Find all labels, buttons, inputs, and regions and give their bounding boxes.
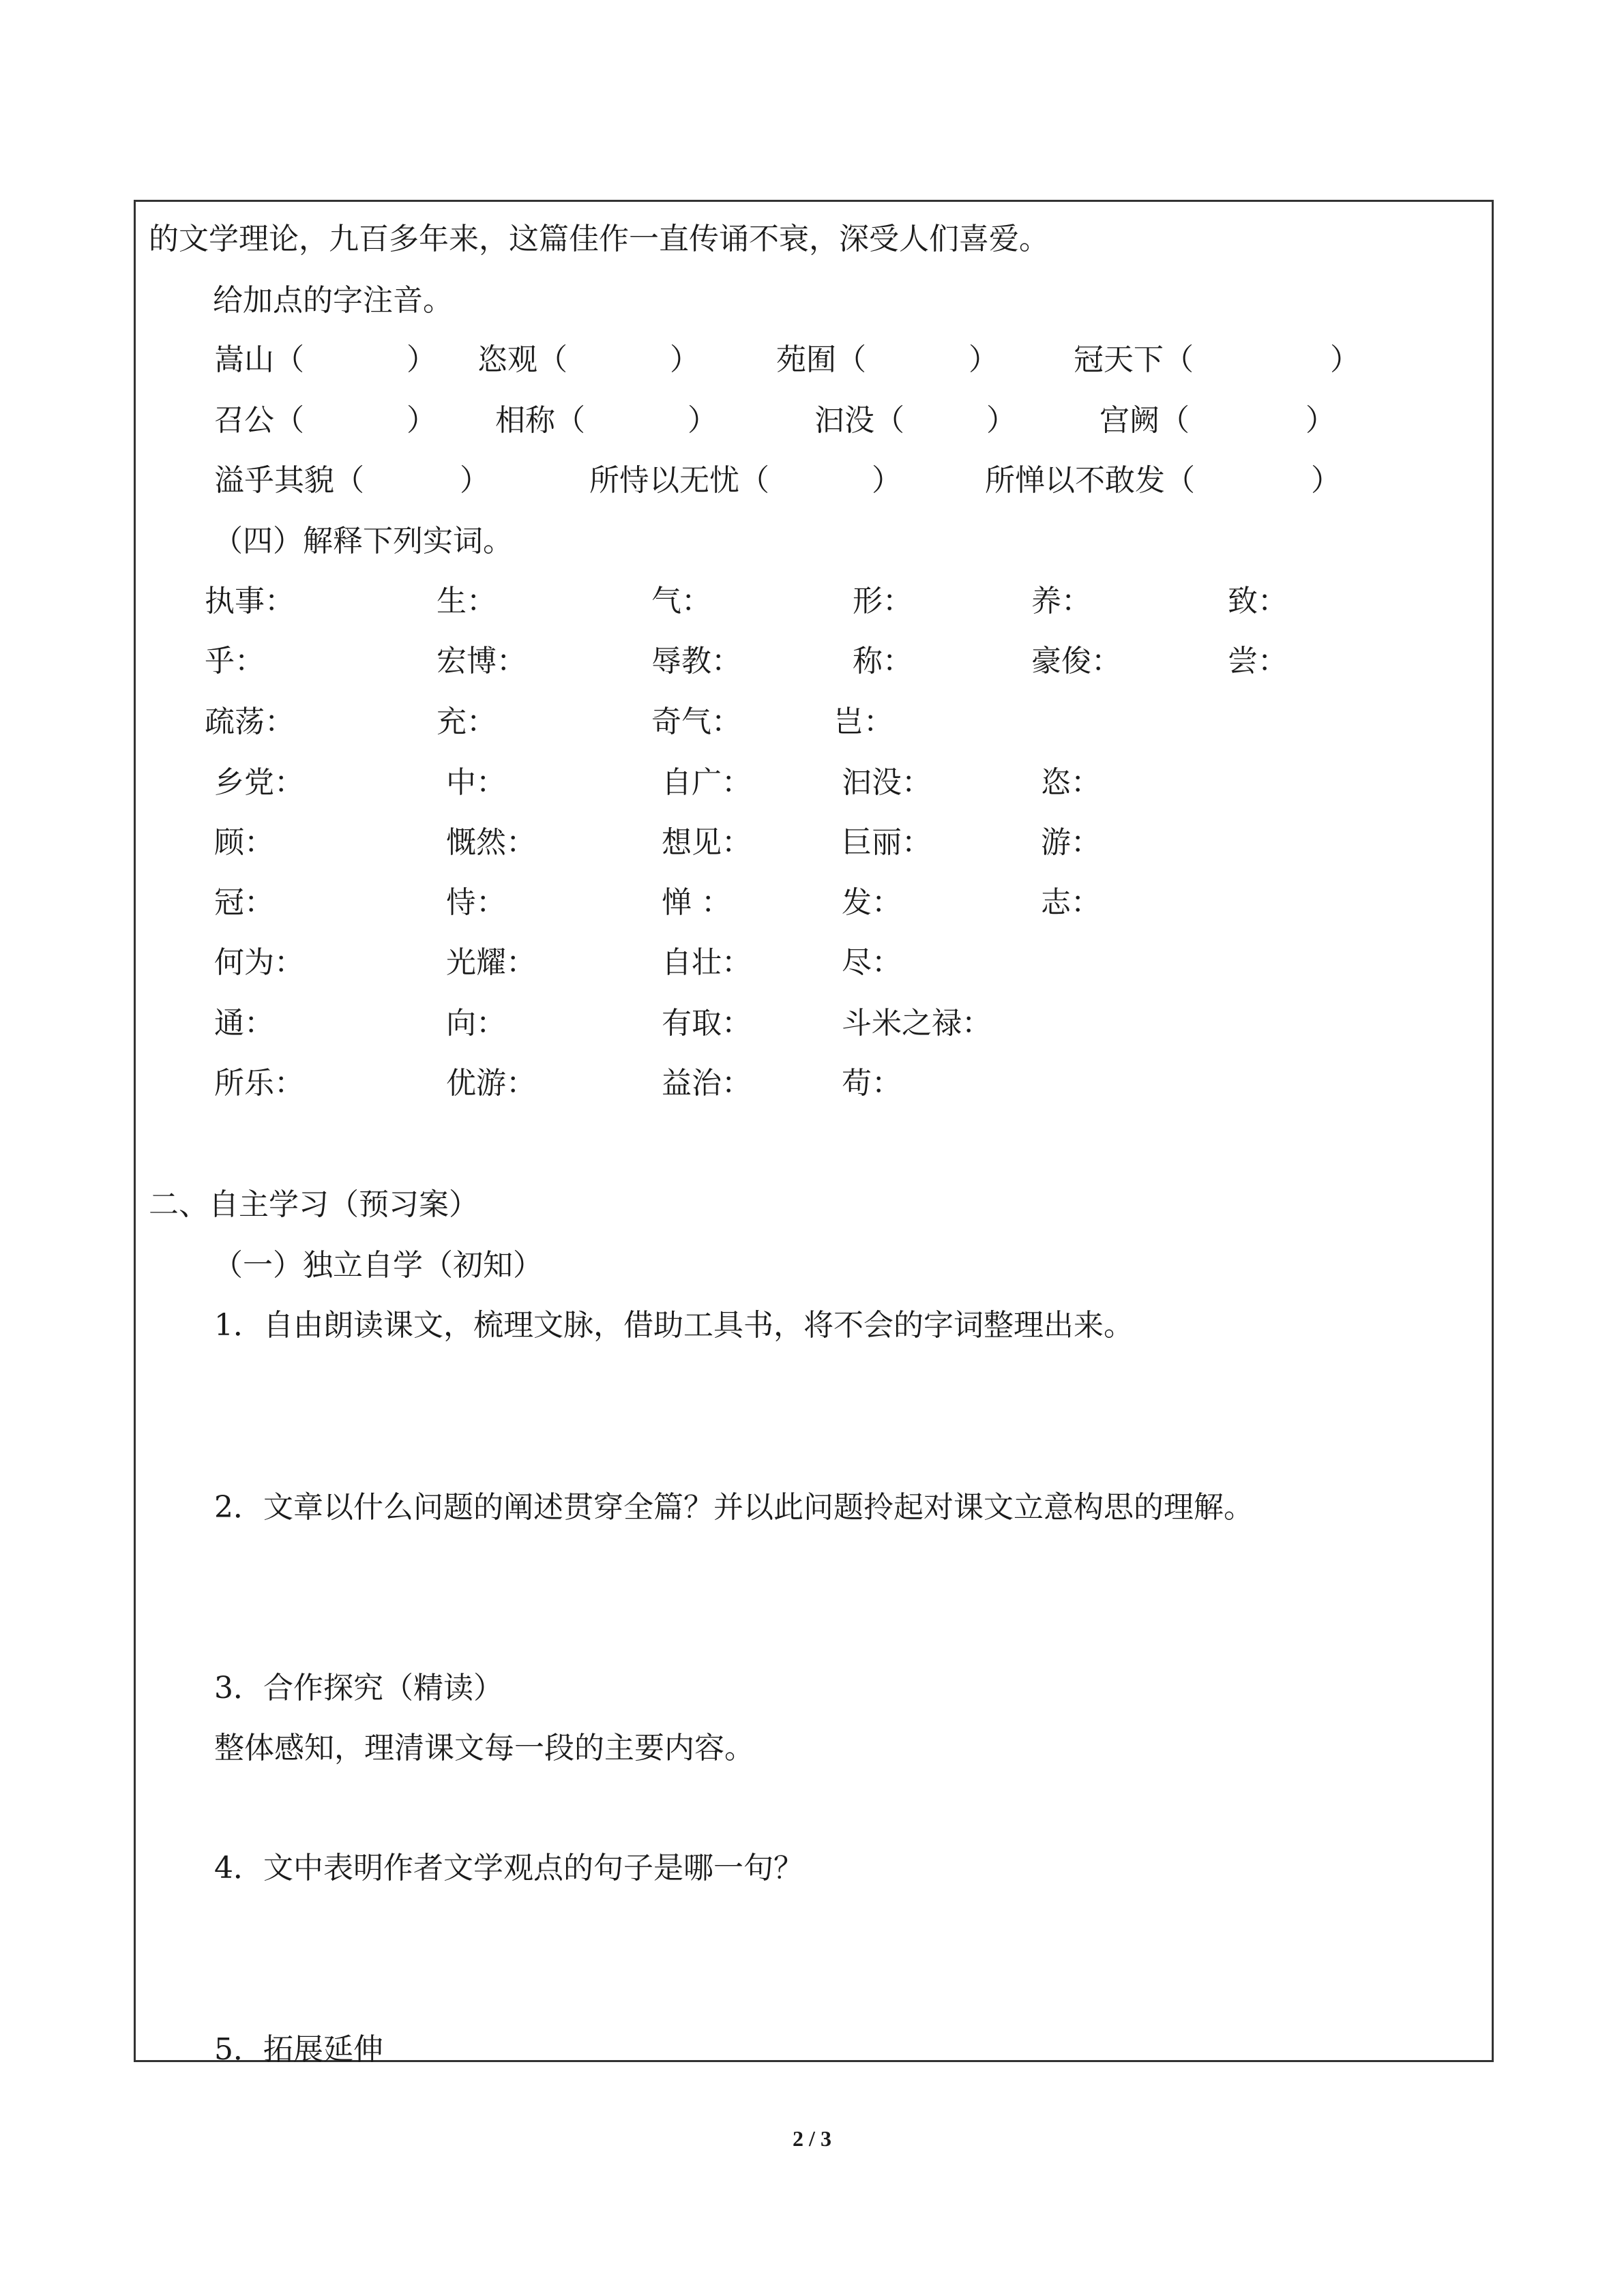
pinyin-item: 溢乎其貌（ ） <box>214 463 490 498</box>
term: 苟： <box>842 1066 902 1101</box>
term: 形： <box>853 584 913 618</box>
term: 有取： <box>662 1006 752 1041</box>
term: 斗米之禄： <box>842 1006 992 1041</box>
term: 光耀： <box>446 945 536 980</box>
term: 养： <box>1031 584 1091 618</box>
pinyin-item: 冠天下（ ） <box>1074 342 1360 377</box>
pinyin-item: 苑囿（ ） <box>776 342 999 377</box>
section2-heading: 二、自主学习（预习案） <box>149 1187 479 1222</box>
term: 尝： <box>1228 644 1288 679</box>
term: 辱教： <box>651 644 741 679</box>
question-3: 3．合作探究（精读） <box>214 1671 503 1705</box>
term: 疏荡： <box>205 704 295 739</box>
term: 执事： <box>205 584 295 618</box>
term: 志： <box>1041 885 1101 920</box>
section2-sub1: （一）独立自学（初知） <box>213 1248 543 1283</box>
question-3-text: 整体感知，理清课文每一段的主要内容。 <box>214 1731 754 1765</box>
term: 致： <box>1228 584 1288 618</box>
term: 中： <box>446 765 506 800</box>
question-1: 1．自由朗读课文，梳理文脉，借助工具书，将不会的字词整理出来。 <box>214 1308 1134 1343</box>
term: 奇气： <box>651 704 741 739</box>
term: 所乐： <box>214 1066 304 1101</box>
term: 生： <box>437 584 497 618</box>
term: 巨丽： <box>842 825 932 860</box>
term: 乡党： <box>214 765 304 800</box>
section4-heading: （四）解释下列实词。 <box>213 524 513 558</box>
pinyin-item: 相称（ ） <box>495 403 718 438</box>
term: 乎： <box>205 644 265 679</box>
pinyin-item: 汩没（ ） <box>814 403 1016 438</box>
term: 称： <box>853 644 913 679</box>
term: 自广： <box>662 765 752 800</box>
pinyin-item: 恣观（ ） <box>477 342 700 377</box>
pinyin-item: 召公（ ） <box>214 403 437 438</box>
term: 顾： <box>214 825 274 860</box>
term: 冠： <box>214 885 274 920</box>
term: 充： <box>437 704 497 739</box>
pinyin-item: 宫阙（ ） <box>1099 403 1335 438</box>
term: 岂： <box>833 704 894 739</box>
term: 恣： <box>1041 765 1101 800</box>
term: 想见： <box>662 825 752 860</box>
term: 气： <box>651 584 711 618</box>
term: 通： <box>214 1006 274 1041</box>
question-2: 2．文章以什么问题的阐述贯穿全篇？并以此问题拎起对课文立意构思的理解。 <box>214 1490 1254 1525</box>
term: 自壮： <box>662 945 752 980</box>
term: 惮 ： <box>662 885 731 920</box>
pinyin-item: 嵩山（ ） <box>214 342 437 377</box>
pinyin-item: 所惮以不敢发（ ） <box>985 463 1341 498</box>
term: 向： <box>446 1006 506 1041</box>
question-5: 5．拓展延伸 <box>214 2032 383 2067</box>
question-4: 4．文中表明作者文学观点的句子是哪一句？ <box>214 1851 803 1885</box>
term: 发： <box>842 885 902 920</box>
term: 汩没： <box>842 765 932 800</box>
pinyin-item: 所恃以无忧（ ） <box>589 463 902 498</box>
term: 慨然： <box>446 825 536 860</box>
term: 何为： <box>214 945 304 980</box>
term: 游： <box>1041 825 1101 860</box>
page-number: 2 / 3 <box>793 2126 831 2151</box>
term: 优游： <box>446 1066 536 1101</box>
term: 益治： <box>662 1066 752 1101</box>
term: 宏博： <box>437 644 527 679</box>
intro-continuation: 的文学理论，九百多年来，这篇佳作一直传诵不衰，深受人们喜爱。 <box>149 222 1049 256</box>
term: 恃： <box>446 885 506 920</box>
term: 豪俊： <box>1031 644 1121 679</box>
pinyin-prompt: 给加点的字注音。 <box>213 283 453 318</box>
term: 尽： <box>842 945 902 980</box>
